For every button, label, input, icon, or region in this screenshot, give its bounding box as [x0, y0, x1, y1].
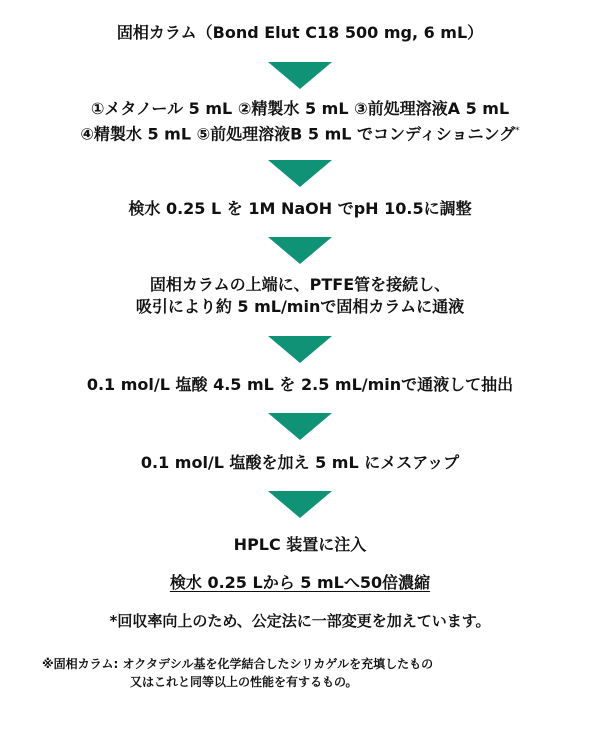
flow-step-2 [0, 98, 600, 145]
step-1-text: 固相カラム（Bond Elut C18 500 mg, 6 mL） [116, 23, 484, 42]
down-arrow-icon [268, 413, 332, 440]
revision-note [0, 610, 600, 632]
revision-note-text: *回収率向上のため、公定法に一部変更を加えています。 [109, 612, 491, 630]
flow-step-4 [0, 274, 600, 318]
footnote-line-1: ※固相カラム: オクタデシル基を化学結合したシリカゲルを充填したもの [42, 657, 434, 671]
concentration-note-text: 検水 0.25 Lから 5 mLへ50倍濃縮 [169, 573, 431, 592]
down-arrow-icon [268, 491, 332, 518]
step-2-line-2-text: ④精製水 5 mL ⑤前処理溶液B 5 mL でコンディショニング [80, 124, 516, 144]
down-arrow-icon [268, 160, 332, 187]
flow-step-6 [0, 452, 600, 474]
concentration-note [0, 572, 600, 594]
step-2-line-1: ①メタノール 5 mL ②精製水 5 mL ③前処理溶液A 5 mL [90, 99, 510, 118]
flow-step-3 [0, 198, 600, 220]
down-arrow-icon [268, 62, 332, 89]
step-5-text: 0.1 mol/L 塩酸 4.5 mL を 2.5 mL/minで通液して抽出 [86, 375, 514, 394]
step-7-text: HPLC 装置に注入 [233, 535, 367, 554]
flow-step-7 [0, 534, 600, 556]
footnote [42, 655, 433, 691]
step-2-line-2 [0, 120, 600, 145]
down-arrow-icon [268, 237, 332, 264]
flow-step-1 [0, 22, 600, 44]
step-4-line-1: 固相カラムの上端に、PTFE管を接続し、 [149, 275, 451, 294]
footnote-mark: * [515, 126, 520, 136]
step-3-text: 検水 0.25 L を 1M NaOH でpH 10.5に調整 [128, 199, 472, 218]
footnote-line-2: 又はこれと同等以上の性能を有するもの。 [130, 675, 358, 689]
flow-step-5 [0, 374, 600, 396]
step-4-line-2: 吸引により約 5 mL/minで固相カラムに通液 [135, 297, 465, 316]
step-6-text: 0.1 mol/L 塩酸を加え 5 mL にメスアップ [140, 453, 460, 472]
down-arrow-icon [268, 336, 332, 363]
